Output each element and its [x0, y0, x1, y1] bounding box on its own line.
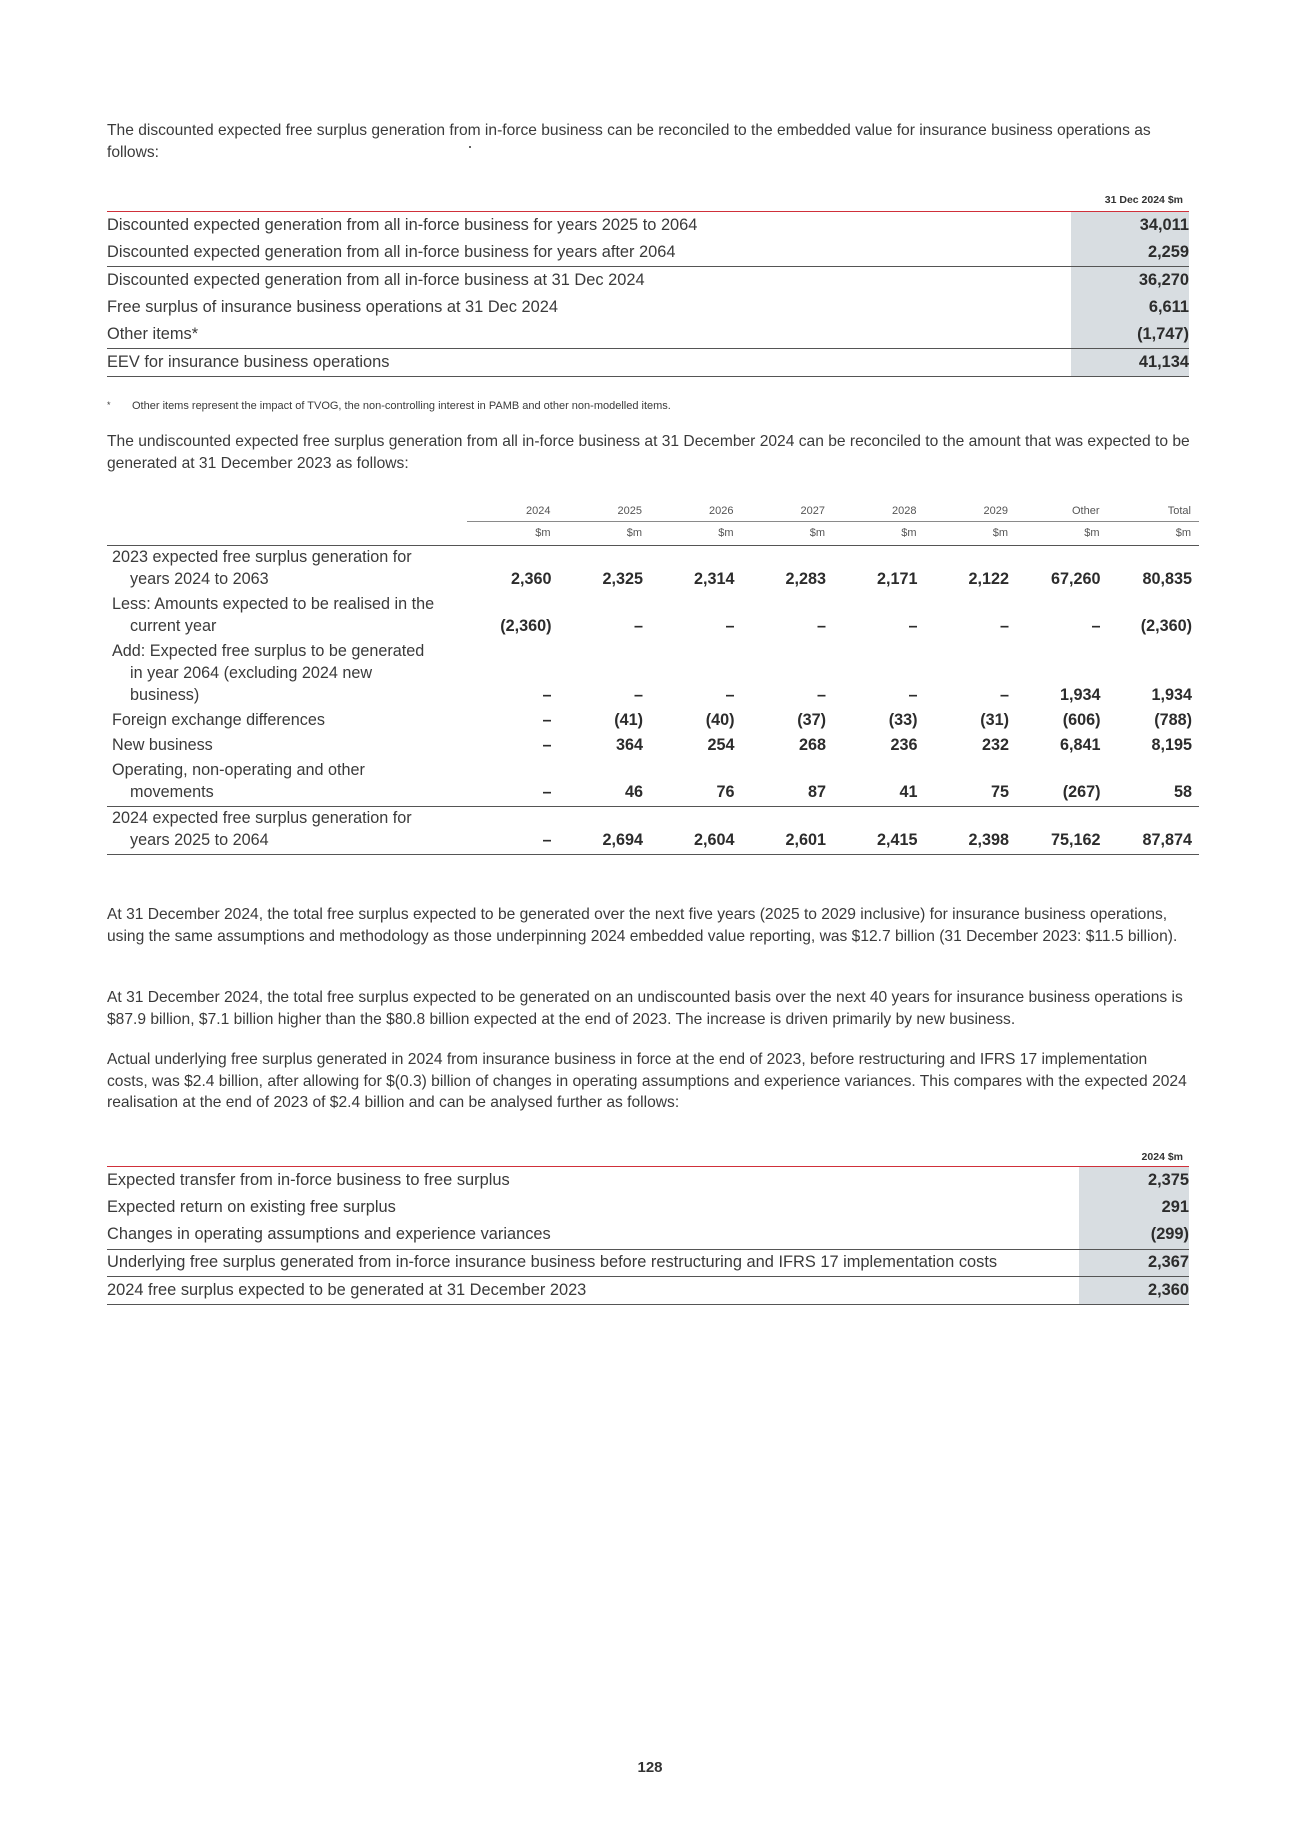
row-value-2024: – — [542, 735, 552, 754]
row-value-2028: 236 — [890, 735, 918, 754]
row-value: 2,360 — [1079, 1277, 1189, 1305]
table-row — [107, 321, 1189, 349]
row-label: Discounted expected generation from all in-force business at 31 Dec 2024 — [107, 266, 1071, 294]
row-value-2025: (41) — [614, 710, 643, 729]
year-header: 2027 — [800, 504, 825, 517]
row-label-line: current year — [130, 616, 217, 635]
unit-header: $m — [1016, 521, 1108, 545]
year-header: 2025 — [617, 504, 642, 517]
row-value-2029: – — [999, 685, 1009, 704]
table-row — [107, 1221, 1189, 1249]
stray-dot — [469, 146, 471, 148]
row-value-2028: 41 — [899, 782, 918, 801]
row-value-2027: 87 — [807, 782, 826, 801]
year-header: 2029 — [983, 504, 1008, 517]
row-label: EEV for insurance business operations — [107, 349, 1071, 377]
row-label — [107, 640, 467, 709]
footnote-text: Other items represent the impact of TVOG, the non-controlling interest in PAMB and other non-modelled items. — [132, 400, 671, 412]
row-value-2026: 76 — [716, 782, 735, 801]
row-label — [107, 806, 467, 854]
row-label-line: New business — [112, 735, 213, 754]
row-label — [107, 593, 467, 640]
row-value-total: (788) — [1154, 710, 1192, 729]
row-label: Free surplus of insurance business operations at 31 Dec 2024 — [107, 298, 559, 317]
row-label: Underlying free surplus generated from in-force insurance business before restructuring and IFRS 17 implementation costs — [107, 1249, 1079, 1277]
row-value-2025: 46 — [624, 782, 643, 801]
unit-header: $m — [1108, 521, 1200, 545]
row-value: (299) — [1079, 1221, 1189, 1249]
row-value: 2,367 — [1079, 1249, 1189, 1277]
row-value-2025: 2,325 — [559, 545, 651, 593]
row-label: Discounted expected generation from all in-force business for years after 2064 — [107, 242, 676, 261]
row-label: Discounted expected generation from all in-force business for years 2025 to 2064 — [107, 211, 1071, 239]
row-value-2029: 232 — [981, 735, 1009, 754]
row-value-2027: – — [816, 616, 826, 635]
page-number: 128 — [637, 1759, 663, 1776]
row-value: 6,611 — [1071, 294, 1189, 322]
row-value-2026: 2,604 — [650, 806, 742, 854]
row-value-2029: 2,398 — [925, 806, 1017, 854]
row-value-other: – — [1091, 616, 1101, 635]
row-value-2027: 268 — [798, 735, 826, 754]
free-surplus-generation-table — [107, 499, 1199, 855]
year-header: Other — [1071, 504, 1100, 517]
row-value-2026: 2,314 — [650, 545, 742, 593]
row-label: Changes in operating assumptions and experience variances — [107, 1225, 551, 1244]
row-label — [107, 759, 467, 807]
underlying-free-surplus-table — [107, 1144, 1189, 1305]
row-label-line: Less: Amounts expected to be realised in the — [112, 594, 435, 613]
year-header: 2028 — [892, 504, 917, 517]
row-value-total: (2,360) — [1140, 616, 1192, 635]
table-row — [107, 545, 1199, 593]
row-value: 291 — [1079, 1194, 1189, 1222]
row-value-2027: (37) — [797, 710, 826, 729]
row-value: (1,747) — [1071, 321, 1189, 349]
unit-header: $m — [833, 521, 925, 545]
table-row — [107, 759, 1199, 807]
row-value: 36,270 — [1071, 266, 1189, 294]
year-header: 2026 — [709, 504, 734, 517]
row-value-2025: – — [633, 616, 643, 635]
table-row — [107, 593, 1199, 640]
row-value-other: 75,162 — [1016, 806, 1108, 854]
row-label-line: Operating, non-operating and other — [112, 760, 365, 779]
row-value-2029: (31) — [980, 710, 1009, 729]
row-value: 2,259 — [1071, 239, 1189, 267]
table-row — [107, 1166, 1189, 1194]
row-value: 41,134 — [1071, 349, 1189, 377]
table-row — [107, 709, 1199, 734]
row-value-2028: 2,415 — [833, 806, 925, 854]
row-value-total: 58 — [1173, 782, 1192, 801]
unit-header-row — [107, 521, 1199, 545]
row-value-other: 6,841 — [1059, 735, 1101, 754]
table-row-total — [107, 349, 1189, 377]
row-label-line: in year 2064 (excluding 2024 new — [130, 663, 373, 682]
column-header-2024: 2024 $m — [1141, 1150, 1183, 1163]
row-value: 34,011 — [1071, 211, 1189, 239]
row-value-2029: 75 — [990, 782, 1009, 801]
eev-reconciliation-table — [107, 187, 1189, 377]
row-value-2028: 2,171 — [833, 545, 925, 593]
paragraph-five-year-outlook: At 31 December 2024, the total free surplus expected to be generated over the next five years (2025 to 2029 inclusive) for insurance business operations, using the same assumptions and methodology as those underpinning 2024 embedded value reporting, was $12.7 billion (31 December 2023: $11.5 billion). — [107, 906, 1178, 945]
row-value-2029: 2,122 — [925, 545, 1017, 593]
row-label-line: movements — [130, 782, 214, 801]
row-value-2027: – — [816, 685, 826, 704]
footnote — [107, 400, 671, 412]
second-paragraph: The undiscounted expected free surplus generation from all in-force business at 31 December 2024 can be reconciled to the amount that was expected to be generated at 31 December 2023 as follows: — [107, 433, 1190, 472]
table-row — [107, 266, 1189, 294]
table-row — [107, 211, 1189, 239]
row-value-2029: – — [999, 616, 1009, 635]
unit-header: $m — [559, 521, 651, 545]
row-value-2025: 2,694 — [559, 806, 651, 854]
unit-header: $m — [742, 521, 834, 545]
year-header: Total — [1167, 504, 1191, 517]
intro-paragraph: The discounted expected free surplus generation from in-force business can be reconciled to the embedded value for insurance business operations as follows: — [107, 122, 1151, 161]
table-row — [107, 294, 1189, 322]
row-value-2024: – — [467, 806, 559, 854]
row-label-line: years 2024 to 2063 — [130, 569, 269, 588]
row-value-total: 1,934 — [1151, 685, 1192, 704]
row-value-total: 8,195 — [1151, 735, 1192, 754]
unit-header: $m — [925, 521, 1017, 545]
row-value-2026: 254 — [707, 735, 735, 754]
row-value-2026: (40) — [705, 710, 735, 729]
row-value-2027: 2,601 — [742, 806, 834, 854]
row-value-2028: – — [908, 685, 918, 704]
table-row — [107, 640, 1199, 709]
row-value-2024: – — [542, 710, 552, 729]
row-value-2024: – — [542, 685, 552, 704]
row-value-2025: – — [633, 685, 643, 704]
row-label: Expected return on existing free surplus — [107, 1198, 396, 1217]
row-value-other: 67,260 — [1016, 545, 1108, 593]
row-value-2025: 364 — [615, 735, 643, 754]
row-value-2024: (2,360) — [500, 616, 552, 635]
paragraph-actual-free-surplus: Actual underlying free surplus generated in 2024 from insurance business in force at the end of 2023, before restructuring and IFRS 17 implementation costs, was $2.4 billion, after allowing for $(0.3) billion of changes in operating assumptions and experience variances. This compares with the expected 2024 realisation at the end of 2023 of $2.4 billion and can be analysed further as follows: — [107, 1051, 1187, 1111]
row-label — [107, 709, 467, 734]
row-label-line: Add: Expected free surplus to be generated — [112, 641, 425, 660]
unit-header: $m — [650, 521, 742, 545]
table-row-total — [107, 806, 1199, 854]
table-row-total — [107, 1277, 1189, 1305]
row-value-2024: – — [542, 782, 552, 801]
year-header: 2024 — [526, 504, 551, 517]
year-header-row — [107, 499, 1199, 521]
row-label-line: business) — [130, 685, 200, 704]
table-row — [107, 1194, 1189, 1222]
row-value-other: (267) — [1062, 782, 1101, 801]
row-value: 2,375 — [1079, 1166, 1189, 1194]
table-row — [107, 734, 1199, 759]
row-label-line: 2024 expected free surplus generation for — [112, 808, 412, 827]
row-value-total: 80,835 — [1108, 545, 1200, 593]
row-label-line: Foreign exchange differences — [112, 710, 325, 729]
footnote-marker: * — [107, 400, 111, 410]
row-value-2027: 2,283 — [742, 545, 834, 593]
table-row — [107, 239, 1189, 267]
row-value-2026: – — [725, 685, 735, 704]
row-label — [107, 734, 467, 759]
unit-header: $m — [467, 521, 559, 545]
row-value-2028: – — [908, 616, 918, 635]
row-value-other: 1,934 — [1059, 685, 1101, 704]
row-value-other: (606) — [1062, 710, 1101, 729]
row-value-2026: – — [725, 616, 735, 635]
row-label: 2024 free surplus expected to be generated at 31 December 2023 — [107, 1277, 1079, 1305]
row-value-2028: (33) — [888, 710, 918, 729]
column-header-31-dec-2024: 31 Dec 2024 $m — [1104, 193, 1183, 206]
row-label — [107, 545, 467, 593]
row-label-line: 2023 expected free surplus generation for — [112, 547, 412, 566]
row-value-2024: 2,360 — [467, 545, 559, 593]
row-label: Other items* — [107, 325, 199, 344]
row-value-total: 87,874 — [1108, 806, 1200, 854]
row-label-line: years 2025 to 2064 — [130, 830, 269, 849]
row-label: Expected transfer from in-force business to free surplus — [107, 1166, 1079, 1194]
paragraph-forty-year-outlook: At 31 December 2024, the total free surplus expected to be generated on an undiscounted basis over the next 40 years for insurance business operations is $87.9 billion, $7.1 billion higher than the $80.8 billion expected at the end of 2023. The increase is driven primarily by new business. — [107, 989, 1183, 1028]
table-row — [107, 1249, 1189, 1277]
